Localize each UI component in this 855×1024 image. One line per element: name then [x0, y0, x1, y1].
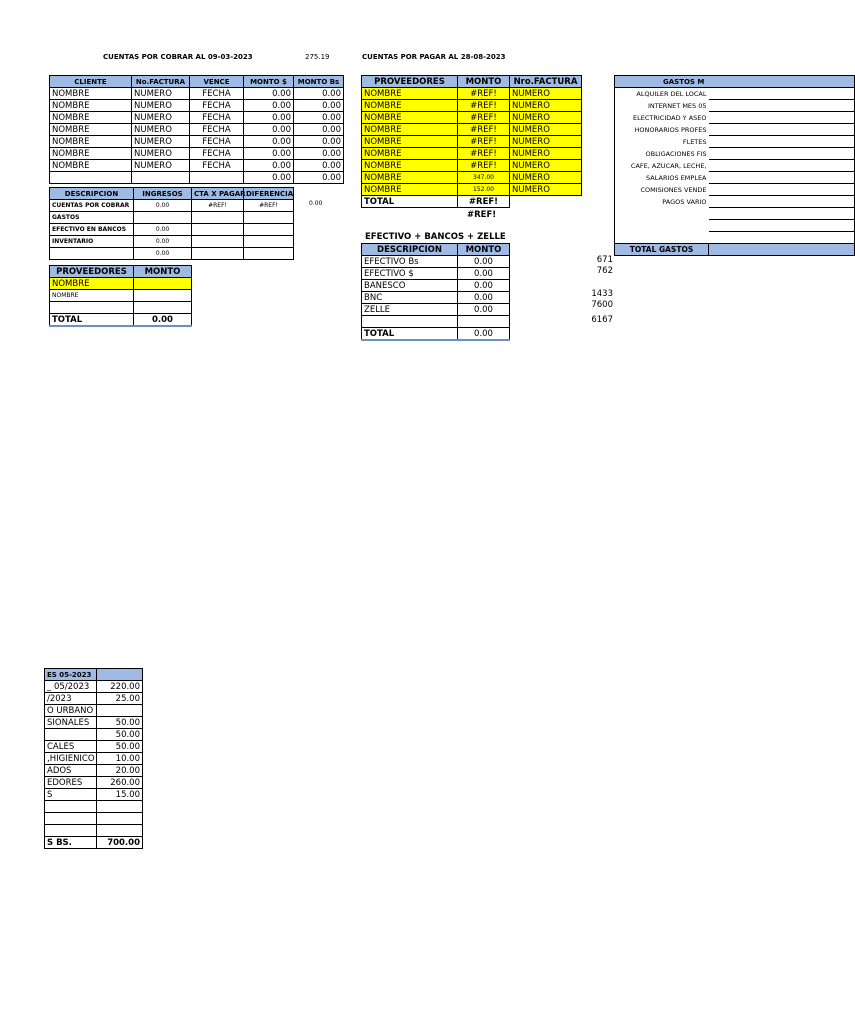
invoice-cell: NUMERO	[132, 88, 190, 100]
amount-cell: #REF!	[458, 136, 510, 148]
table-row	[362, 184, 582, 196]
table-row	[50, 224, 294, 236]
expense-label: O URBANO	[45, 705, 97, 717]
table-row	[50, 248, 294, 260]
description-cell: ZELLE	[362, 304, 458, 316]
table-row	[45, 801, 143, 813]
invoice-cell: NUMERO	[510, 160, 582, 172]
amount-cell: #REF!	[458, 112, 510, 124]
amount-bs-cell: 0.00	[294, 100, 344, 112]
table-row	[615, 232, 855, 244]
table-row	[45, 741, 143, 753]
provider-amount	[134, 278, 192, 290]
description-cell: BNC	[362, 292, 458, 304]
expense-amount	[97, 705, 143, 717]
provider-amount	[134, 302, 192, 314]
due-cell	[190, 172, 244, 184]
expense-label: SALARIOS EMPLEA	[615, 172, 709, 184]
amount-cell: #REF!	[458, 124, 510, 136]
provider-name	[50, 302, 134, 314]
provider-name: NOMBRE	[50, 278, 134, 290]
table-row	[50, 172, 344, 184]
expense-label: INTERNET MES 05	[615, 100, 709, 112]
table-row	[615, 148, 855, 160]
invoice-cell: NUMERO	[132, 100, 190, 112]
table-row	[50, 112, 344, 124]
total-value: 0.00	[134, 314, 192, 327]
amount-usd-cell: 0.00	[244, 148, 294, 160]
invoice-cell	[132, 172, 190, 184]
invoice-cell: NUMERO	[132, 112, 190, 124]
table-row	[615, 220, 855, 232]
provider-cell: NOMBRE	[362, 124, 458, 136]
amount-bs-cell: 0.00	[294, 172, 344, 184]
client-cell: NOMBRE	[50, 124, 132, 136]
due-cell: FECHA	[190, 160, 244, 172]
provider-cell: NOMBRE	[362, 136, 458, 148]
col-header: MONTO	[458, 244, 510, 256]
client-cell: NOMBRE	[50, 100, 132, 112]
expense-amount: 50.00	[97, 729, 143, 741]
col-header: No.FACTURA	[132, 76, 190, 88]
col-header: PROVEEDORES	[50, 266, 134, 278]
table-row	[615, 136, 855, 148]
expense-label: OBLIGACIONES FIS	[615, 148, 709, 160]
table-row	[362, 280, 510, 292]
summary-table	[49, 187, 294, 260]
expense-amount	[97, 813, 143, 825]
expense-amount: 50.00	[97, 741, 143, 753]
amount-cell: 152.00	[458, 184, 510, 196]
cash-side-value: 762	[596, 266, 613, 276]
table-row	[50, 236, 294, 248]
expense-label: CALES	[45, 741, 97, 753]
client-cell: NOMBRE	[50, 136, 132, 148]
col-header: MONTO Bs	[294, 76, 344, 88]
difference-cell	[244, 236, 294, 248]
client-cell: NOMBRE	[50, 148, 132, 160]
invoice-cell: NUMERO	[510, 88, 582, 100]
client-cell	[50, 172, 132, 184]
table-row	[362, 148, 582, 160]
table-row	[45, 789, 143, 801]
provider-cell: NOMBRE	[362, 148, 458, 160]
col-header: DESCRIPCION	[362, 244, 458, 256]
col-header: PROVEEDORES	[362, 76, 458, 88]
due-cell: FECHA	[190, 124, 244, 136]
payable-cell	[192, 212, 244, 224]
table-row	[50, 148, 344, 160]
cash-side-value: 1433	[591, 289, 613, 299]
amount-cell: 0.00	[458, 268, 510, 280]
cash-table	[361, 243, 510, 341]
table-row	[362, 160, 582, 172]
due-cell: FECHA	[190, 100, 244, 112]
expense-label: ,HIGIENICO	[45, 753, 97, 765]
expense-label: COMISIONES VENDE	[615, 184, 709, 196]
amount-usd-cell: 0.00	[244, 124, 294, 136]
amount-cell	[458, 316, 510, 328]
receivable-title: CUENTAS POR COBRAR AL 09-03-2023	[103, 53, 253, 61]
cash-side-value: 7600	[591, 300, 613, 310]
table-row	[50, 136, 344, 148]
table-row	[362, 268, 510, 280]
ref-error-label: #REF!	[467, 210, 497, 220]
col-header: CLIENTE	[50, 76, 132, 88]
table-row	[615, 172, 855, 184]
amount-bs-cell: 0.00	[294, 124, 344, 136]
description-cell: BANESCO	[362, 280, 458, 292]
invoice-cell: NUMERO	[510, 112, 582, 124]
table-row	[362, 100, 582, 112]
expense-amount	[97, 801, 143, 813]
description-cell: GASTOS	[50, 212, 134, 224]
receivable-table	[49, 75, 344, 184]
expense-label: S	[45, 789, 97, 801]
table-row	[45, 681, 143, 693]
expense-label: ADOS	[45, 765, 97, 777]
expense-amount: 220.00	[97, 681, 143, 693]
amount-cell: 0.00	[458, 256, 510, 268]
table-row	[615, 88, 855, 100]
table-row	[45, 729, 143, 741]
col-header: DESCRIPCION	[50, 188, 134, 200]
table-row	[615, 100, 855, 112]
table-row	[362, 172, 582, 184]
amount-bs-cell: 0.00	[294, 136, 344, 148]
expense-label: _ 05/2023	[45, 681, 97, 693]
provider-amount	[134, 290, 192, 302]
expense-label: ELECTRICIDAD Y ASEO	[615, 112, 709, 124]
client-cell: NOMBRE	[50, 160, 132, 172]
description-cell	[362, 316, 458, 328]
table-row	[45, 693, 143, 705]
amount-usd-cell: 0.00	[244, 160, 294, 172]
table-row	[45, 717, 143, 729]
invoice-cell: NUMERO	[510, 172, 582, 184]
provider-cell: NOMBRE	[362, 160, 458, 172]
income-cell: 0.00	[134, 236, 192, 248]
invoice-cell: NUMERO	[132, 160, 190, 172]
col-header: CTA X PAGAR	[192, 188, 244, 200]
table-row	[45, 825, 143, 837]
amount-usd-cell: 0.00	[244, 88, 294, 100]
total-label: TOTAL GASTOS	[615, 244, 709, 256]
client-cell: NOMBRE	[50, 112, 132, 124]
income-cell: 0.00	[134, 224, 192, 236]
table-row	[362, 124, 582, 136]
provider-cell: NOMBRE	[362, 100, 458, 112]
expense-label: FLETES	[615, 136, 709, 148]
expense-label	[615, 232, 709, 244]
table-row	[50, 124, 344, 136]
payable-cell: #REF!	[192, 200, 244, 212]
payable-table	[361, 75, 582, 208]
description-cell: INVENTARIO	[50, 236, 134, 248]
expense-label: SIONALES	[45, 717, 97, 729]
summary-side-value: 0.00	[309, 200, 323, 207]
due-cell: FECHA	[190, 88, 244, 100]
amount-cell: 347.00	[458, 172, 510, 184]
description-cell	[50, 248, 134, 260]
table-row	[50, 88, 344, 100]
amount-usd-cell: 0.00	[244, 112, 294, 124]
expense-amount: 20.00	[97, 765, 143, 777]
cash-banks-title: EFECTIVO + BANCOS + ZELLE	[365, 232, 506, 242]
provider-cell: NOMBRE	[362, 184, 458, 196]
amount-usd-cell: 0.00	[244, 172, 294, 184]
expense-label	[45, 825, 97, 837]
description-cell: CUENTAS POR COBRAR	[50, 200, 134, 212]
table-row	[615, 184, 855, 196]
expense-amount: 10.00	[97, 753, 143, 765]
expense-amount: 25.00	[97, 693, 143, 705]
table-row	[362, 316, 510, 328]
difference-cell: #REF!	[244, 200, 294, 212]
invoice-cell: NUMERO	[510, 124, 582, 136]
invoice-cell: NUMERO	[132, 148, 190, 160]
due-cell: FECHA	[190, 148, 244, 160]
payable-title: CUENTAS POR PAGAR AL 28-08-2023	[362, 53, 506, 61]
table-row	[615, 124, 855, 136]
amount-cell: 0.00	[458, 304, 510, 316]
invoice-cell: NUMERO	[510, 100, 582, 112]
col-header: GASTOS M	[615, 76, 855, 88]
providers-small-table	[49, 265, 192, 327]
description-cell: EFECTIVO Bs	[362, 256, 458, 268]
invoice-cell: NUMERO	[132, 136, 190, 148]
expenses-right-panel	[614, 75, 768, 254]
table-row	[362, 292, 510, 304]
expense-label: PAGOS VARIO	[615, 196, 709, 208]
col-header: ES 05-2023	[45, 669, 97, 681]
total-label: TOTAL	[362, 196, 458, 208]
invoice-cell: NUMERO	[510, 184, 582, 196]
col-header: DIFERENCIA	[244, 188, 294, 200]
amount-usd-cell: 0.00	[244, 100, 294, 112]
due-cell: FECHA	[190, 112, 244, 124]
payable-cell	[192, 236, 244, 248]
amount-cell: #REF!	[458, 160, 510, 172]
table-row	[50, 212, 294, 224]
amount-cell: #REF!	[458, 100, 510, 112]
expenses-bottom-panel	[44, 668, 144, 848]
table-row	[45, 765, 143, 777]
expense-label: HONORARIOS PROFES	[615, 124, 709, 136]
col-header: MONTO	[134, 266, 192, 278]
payable-cell	[192, 248, 244, 260]
payable-cell	[192, 224, 244, 236]
table-row	[45, 753, 143, 765]
table-row	[362, 136, 582, 148]
expense-label	[615, 220, 709, 232]
income-cell: 0.00	[134, 248, 192, 260]
table-row	[45, 813, 143, 825]
invoice-cell: NUMERO	[510, 136, 582, 148]
table-row	[615, 196, 855, 208]
total-value: 0.00	[458, 328, 510, 341]
amount-cell: #REF!	[458, 88, 510, 100]
provider-cell: NOMBRE	[362, 112, 458, 124]
table-row	[615, 112, 855, 124]
expense-label: ALQUILER DEL LOCAL	[615, 88, 709, 100]
table-row	[45, 777, 143, 789]
total-value: 700.00	[97, 837, 143, 849]
expense-label	[45, 813, 97, 825]
table-row	[50, 100, 344, 112]
expense-amount	[97, 825, 143, 837]
expense-label	[615, 208, 709, 220]
col-header: INGRESOS	[134, 188, 192, 200]
difference-cell	[244, 248, 294, 260]
amount-cell: 0.00	[458, 280, 510, 292]
amount-cell: #REF!	[458, 148, 510, 160]
amount-bs-cell: 0.00	[294, 148, 344, 160]
invoice-cell: NUMERO	[132, 124, 190, 136]
cash-side-value: 6167	[591, 315, 613, 325]
table-row	[362, 256, 510, 268]
provider-cell: NOMBRE	[362, 88, 458, 100]
table-row	[362, 112, 582, 124]
total-value: #REF!	[458, 196, 510, 208]
amount-usd-cell: 0.00	[244, 136, 294, 148]
provider-name: NOMBRE	[50, 290, 134, 302]
expense-label	[45, 801, 97, 813]
table-row	[615, 208, 855, 220]
income-cell	[134, 212, 192, 224]
total-label: TOTAL	[50, 314, 134, 327]
expense-label: CAFE, AZUCAR, LECHE,	[615, 160, 709, 172]
table-row	[362, 304, 510, 316]
description-cell: EFECTIVO EN BANCOS	[50, 224, 134, 236]
table-row	[615, 160, 855, 172]
difference-cell	[244, 212, 294, 224]
exchange-rate: 275.19	[305, 53, 330, 61]
col-header: MONTO $	[244, 76, 294, 88]
total-label: S BS.	[45, 837, 97, 849]
expense-amount: 260.00	[97, 777, 143, 789]
difference-cell	[244, 224, 294, 236]
table-row	[50, 200, 294, 212]
table-row	[362, 88, 582, 100]
expense-label: EDORES	[45, 777, 97, 789]
col-header: MONTO	[458, 76, 510, 88]
income-cell: 0.00	[134, 200, 192, 212]
amount-cell: 0.00	[458, 292, 510, 304]
amount-bs-cell: 0.00	[294, 160, 344, 172]
cash-side-value: 671	[596, 255, 613, 265]
description-cell: EFECTIVO $	[362, 268, 458, 280]
amount-bs-cell: 0.00	[294, 112, 344, 124]
expense-amount: 50.00	[97, 717, 143, 729]
total-label: TOTAL	[362, 328, 458, 341]
expense-label	[45, 729, 97, 741]
provider-cell: NOMBRE	[362, 172, 458, 184]
client-cell: NOMBRE	[50, 88, 132, 100]
invoice-cell: NUMERO	[510, 148, 582, 160]
table-row	[50, 160, 344, 172]
col-header: Nro.FACTURA	[510, 76, 582, 88]
amount-bs-cell: 0.00	[294, 88, 344, 100]
expenses-bottom-table	[44, 668, 143, 849]
expenses-right-table	[614, 75, 855, 256]
table-row	[45, 705, 143, 717]
expense-amount: 15.00	[97, 789, 143, 801]
col-header: VENCE	[190, 76, 244, 88]
expense-label: /2023	[45, 693, 97, 705]
due-cell: FECHA	[190, 136, 244, 148]
